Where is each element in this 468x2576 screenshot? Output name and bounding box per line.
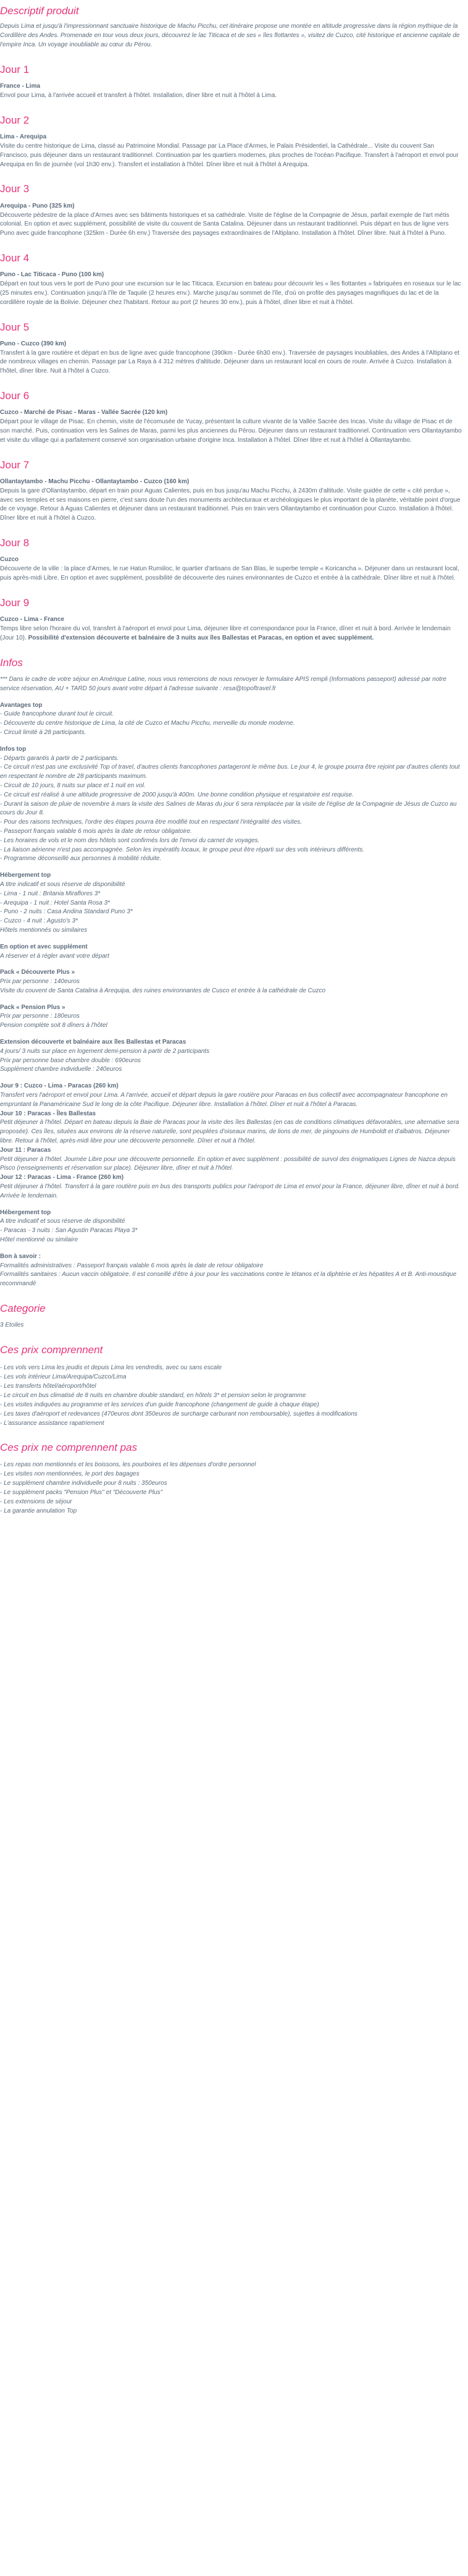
list-item: - Les vols intérieur Lima/Arequipa/Cuzco/Lima: [0, 1373, 127, 1380]
ext-day-text: Transfert vers l'aéroport et envol pour Lima. A l'arrivée, accueil et départ depuis la gare routière pour Paracas en bus collectif avec accompagnateur francophone en empruntant la Panaméricaine Sud le long de la côte Pacifique. Déjeuner libre. Installation à l'hôtel. Dîner et nuit à l'hôtel à Paracas.: [0, 1092, 448, 1108]
noncompris-list: [0, 1460, 462, 1516]
hebergement2-title: Hébergement top: [0, 1209, 51, 1216]
infostop-title: Infos top: [0, 745, 27, 753]
day-subtitle: Puno - Lac Titicaca - Puno (100 km): [0, 271, 104, 279]
day-subtitle: Cuzco - Marché de Pisac - Maras - Vallée Sacrée (120 km): [0, 409, 168, 416]
day-subtitle: Cuzco: [0, 556, 19, 564]
pack1-item: Visite du couvent de Santa Catalina à Arequipa, des ruines environnantes de Cusco et entrée à la cathédrale de Cuzco: [0, 987, 326, 994]
list-item: - La garantie annulation Top: [0, 1507, 77, 1514]
day-text: Départ en tout tous vers le port de Puno pour une excursion sur le lac Titicaca. Excursion en bateau pour découvrir les « îles flottantes » fabriquées en roseaux sur le lac (25 minutes env.). Continuation jusqu'à l'île de Taquile (2 heures env.). Marche jusqu'au sommet de l'île, d'où on profite des paysages magnifiques du lac et de la cordillère royale de la Bolivie. Déjeuner chez l'habitant. Retour au port (2 heures 30 env.), puis à l'hôtel, dîner libre et nuit à l'hôtel.: [0, 281, 461, 306]
day-title: Jour 4: [0, 251, 30, 264]
day-8: [0, 537, 462, 583]
pack1-item: Prix par personne : 140euros: [0, 978, 80, 986]
compris-list: [0, 1363, 462, 1428]
day-text: Découverte de la ville : la place d'Armes, le rue Hatun Rumiiloc, le quartier d'artisans de San Blas, le superbe temple « Koricancha ». Déjeuner dans un restaurant local, puis après-midi Libre. En option et avec supplément, possibilité de découverte des ruines environnantes de Cuzco et entrée à la cathédrale. Dîner libre et nuit à l'hôtel.: [0, 565, 459, 582]
day-3: [0, 183, 462, 239]
infos-title: Infos: [0, 656, 23, 669]
day-title: Jour 5: [0, 321, 30, 333]
infostop-item: - Programme déconseillé aux personnes à mobilité réduite.: [0, 855, 162, 863]
list-item: - Les transferts hôtel/aéroport/hôtel: [0, 1382, 96, 1390]
extension-title: Extension découverte et balnéaire aux îles Ballestas et Paracas: [0, 1039, 186, 1046]
day-subtitle: Arequipa - Puno (325 km): [0, 202, 75, 209]
hebergement-item: - Lima - 1 nuit : Britania Miraflores 3*: [0, 890, 101, 897]
infostop-item: - Circuit de 10 jours, 8 nuits sur place et 1 nuit en vol.: [0, 782, 146, 789]
infostop-item: - Ce circuit n'est pas une exclusivité Top of travel, d'autres clients francophones partageront le même bus. Le jour 4, le groupe pourra être rejoint par d'autres clients tout en respectant le nombre de 28 participants maximum.: [0, 764, 460, 780]
day-title: Jour 2: [0, 114, 30, 126]
day-9: [0, 597, 462, 643]
infostop-item: - La liaison aérienne n'est pas accompagnée. Selon les impératifs locaux, le groupe peut être réparti sur des vols intérieurs différents.: [0, 846, 365, 853]
ext-day-title: Jour 11 : Paracas: [0, 1146, 51, 1154]
ext-day-title: Jour 9 : Cuzco - Lima - Paracas (260 km): [0, 1083, 119, 1090]
day-2: [0, 114, 462, 170]
day-subtitle: France - Lima: [0, 83, 41, 90]
hebergement-item: - Cuzco - 4 nuit : Agusto's 3*: [0, 918, 78, 925]
day-7: [0, 459, 462, 523]
noncompris-title: Ces prix ne comprennent pas: [0, 1441, 138, 1453]
day-text-plain: Temps libre selon l'horaire du vol, transfert à l'aéroport et envol pour Lima, déjeuner libre et correspondance pour la France, dîner et nuit à bord. Arrivée le lendemain (Jour 10).: [0, 625, 451, 641]
bon-a-savoir-item: Formalités administratives : Passeport français valable 6 mois après la date de retour obligatoire: [0, 1262, 264, 1269]
list-item: - Les visites indiquées au programme et les services d'un guide francophone (changement de guide à chaque étape): [0, 1401, 319, 1408]
list-item: - Les taxes d'aéroport et redevances (470euros dont 350euros de surcharge carburant non remboursable), sujettes à modifications: [0, 1410, 357, 1417]
list-item: - Le supplément chambre individuelle pour 8 nuits : 350euros: [0, 1479, 167, 1487]
hebergement-item: - Puno - 2 nuits : Casa Andina Standard Puno 3*: [0, 908, 133, 916]
day-text: Depuis la gare d'Ollantaytambo, départ en train pour Aguas Calientes, puis en bus jusqu'au Machu Picchu, à 2430m d'altitude. Visite guidée de cette « cité perdue », avec ses temples et ses maisons en pierre, c'est sans doute l'un des monuments architecturaux et archéologiques le plus important de la planète, véritable point d'orgue de ce voyage. Retour à Aguas Calientes et déjeuner dans un restaurant traditionnel. Puis en train vers Ollantaytambo et continuation pour Cuzco. Installation à l'hôtel. Dîner libre et nuit à l'hôtel à Cuzco.: [0, 487, 461, 522]
day-text: Découverte pédestre de la place d'Armes avec ses bâtiments historiques et sa cathédrale. Visite de l'église de la Compagnie de Jésus, parfait exemple de l'art métis colonial. En option et avec supplément, possibilité de visite du couvent de Santa Catalina. Déjeuner dans un restaurant traditionnel. Puis départ en bus de ligne vers Puno avec guide francophone (325km - Durée 6h env.) Traversée des paysages extraordinaires de l'Altiplano. Installation à l'hôtel. Dîner libre. Nuit à l'hôtel à Puno.: [0, 211, 449, 237]
day-1: [0, 64, 462, 101]
extension-item: Supplément chambre individuelle : 240euros: [0, 1066, 122, 1073]
hebergement-title: Hébergement top: [0, 872, 51, 879]
infostop-item: - Pour des raisons techniques, l'ordre des étapes pourra être modifié tout en respectant l'intégralité des visites.: [0, 819, 303, 826]
day-title: Jour 1: [0, 63, 30, 75]
options-title: En option et avec supplément: [0, 943, 88, 950]
day-5: [0, 321, 462, 377]
pack2-item: Prix par personne : 180euros: [0, 1013, 80, 1020]
extension-item: Prix par personne base chambre double : 690euros: [0, 1057, 141, 1064]
pack2-title: Pack « Pension Plus »: [0, 1003, 65, 1011]
pack1-title: Pack « Découverte Plus »: [0, 969, 75, 976]
categorie-text: 3 Etoiles: [0, 1322, 24, 1329]
avantages-item: - Circuit limité à 28 participants.: [0, 728, 86, 736]
descriptif-title: Descriptif produit: [0, 5, 79, 17]
hebergement2-item: A titre indicatif et sous réserve de disponibilité: [0, 1218, 125, 1225]
hebergement-item: Hôtels mentionnés ou similaires: [0, 926, 88, 934]
day-subtitle: Lima - Arequipa: [0, 133, 47, 141]
ext-day-text: Petit déjeuner à l'hôtel. Départ en bateau depuis la Baie de Paracas pour la visite des îles Ballestas (en cas de conditions climatiques défavorables, une alternative sera proposée). Ces îles, situées aux environs de la réserve naturelle, sont peuplées d'oiseaux marins, de lions de mer, de pingouins de Humboldt et d'albatros. Déjeuner libre. Retour à l'hôtel, après-midi libre pour une découverte personnelle. Dîner et nuit à l'hôtel.: [0, 1119, 459, 1145]
list-item: - Les vols vers Lima les jeudis et depuis Lima les vendredis, avec ou sans escale: [0, 1364, 222, 1371]
list-item: - Le supplément packs "Pension Plus" et "Découverte Plus": [0, 1489, 163, 1496]
day-text: Envol pour Lima, à l'arrivée accueil et transfert à l'hôtel. Installation, dîner libre et nuit à l'hôtel à Lima.: [0, 91, 277, 99]
day-text: Départ pour le village de Pisac. En chemin, visite de l'écomusée de Yucay, présentant la culture vivante de la Vallée Sacrée des Incas. Visite du village de Pisac et de son marché. Puis, continuation vers les Salines de Maras, parmi les plus anciennes du Pérou. Déjeuner dans un restaurant traditionnel. Continuation vers Ollantaytambo et visite du village qui a parfaitement conservé son organisation urbaine d'origine Inca. Installation à l'hôtel. Dîner libre et nuit à l'hôtel à Ollantaytambo.: [0, 418, 462, 444]
list-item: - Les repas non mentionnés et les boissons, les pourboires et les dépenses d'ordre personnel: [0, 1461, 256, 1468]
day-text: Visite du centre historique de Lima, classé au Patrimoine Mondial. Passage par La Place d'Armes, le Palais Présidentiel, la Cathédrale... Visite du couvent San Francisco, puis déjeuner dans un restaurant traditionnel. Continuation par les quartiers modernes, plus proches de l'océan Pacifique. Transfert à l'aéroport et envol pour Arequipa en fin de journée (vol 1h30 env.). Transfert et installation à l'hôtel. Dîner libre et nuit à l'hôtel à Arequipa.: [0, 142, 459, 168]
hebergement2-item: - Paracas - 3 nuits : San Agustin Paracas Playa 3*: [0, 1227, 138, 1235]
day-subtitle: Puno - Cuzco (390 km): [0, 340, 67, 347]
day-title: Jour 6: [0, 390, 30, 402]
bon-a-savoir-title: Bon à savoir :: [0, 1252, 41, 1260]
ext-day-text: Petit déjeuner à l'hôtel. Transfert à la gare routière puis en bus des transports publics pour l'aéroport de Lima et envol pour la France, déjeuner libre, dîner et nuit à bord. Arrivée le lendemain.: [0, 1183, 460, 1199]
day-4: [0, 252, 462, 308]
hebergement-item: A titre indicatif et sous réserve de disponibilité: [0, 880, 125, 888]
day-text-bold: Possibilité d'extension découverte et balnéaire de 3 nuits aux îles Ballestas et Paracas, en option et avec supplément.: [28, 634, 374, 641]
extension-item: 4 jours/ 3 nuits sur place en logement demi-pension à partir de 2 participants: [0, 1047, 210, 1055]
categorie-title: Categorie: [0, 1303, 46, 1314]
day-6: [0, 390, 462, 446]
day-title: Jour 8: [0, 537, 30, 549]
infostop-item: - Départs garantis à partir de 2 participants.: [0, 754, 119, 762]
hebergement2-item: Hôtel mentionné ou similaire: [0, 1236, 78, 1244]
list-item: - Le circuit en bus climatisé de 8 nuits en chambre double standard, en hôtels 3* et pension selon le programme: [0, 1391, 306, 1399]
descriptif-text: Depuis Lima et jusqu'à l'impressionnant sanctuaire historique de Machu Picchu, cet itinéraire propose une montée en altitude progressive dans la région mythique de la Cordillère des Andes. Promenade en tour vous deux jours, découvrez le lac Titicaca et de ses « îles flottantes », visitez de Cuzco, cité historique et ancienne capitale de l'empire Inca. Un voyage inoubliable au cœur du Pérou.: [0, 23, 460, 48]
ext-day-title: Jour 12 : Paracas - Lima - France (260 km): [0, 1174, 124, 1181]
infostop-item: - Durant la saison de pluie de novembre à mars la visite des Salines de Maras du jour 6 sera remplacée par la visite de l'église de la Compagnie de Jésus de Cuzco au cours du Jour 8.: [0, 800, 457, 817]
infostop-item: - Les horaires de vols et le nom des hôtels sont confirmés lors de l'envoi du carnet de voyages.: [0, 837, 260, 844]
avantages-item: - Découverte du centre historique de Lima, la cité de Cuzco et Machu Picchu, merveille du monde moderne.: [0, 720, 295, 727]
infos-intro: *** Dans le cadre de votre séjour en Amérique Latine, nous vous remercions de nous renvoyer le formulaire APIS rempli (Informations passeport) adressé par notre service réservation, AU + TARD 50 jours avant votre départ à l'adresse suivante : resa@topoftravel.fr: [0, 675, 446, 692]
infostop-item: - Ce circuit est réalisé à une altitude progressive de 2000 jusqu'à 400m. Une bonne condition physique et respiratoire est requise.: [0, 791, 354, 798]
avantages-item: - Guide francophone durant tout le circuit.: [0, 711, 114, 718]
compris-title: Ces prix comprennent: [0, 1344, 103, 1356]
itinerary: [0, 64, 462, 643]
avantages-title: Avantages top: [0, 701, 43, 709]
list-item: - Les extensions de séjour: [0, 1498, 72, 1505]
infos-section: [0, 675, 462, 1289]
day-title: Jour 3: [0, 183, 30, 195]
infostop-item: - Passeport français valable 6 mois après la date de retour obligatoire.: [0, 827, 192, 835]
hebergement-item: - Arequipa - 1 nuit : Hotel Santa Rosa 3*: [0, 899, 111, 906]
list-item: - Les visites non mentionnées, le port des bagages: [0, 1470, 140, 1477]
pack2-item: Pension complète soit 8 dîners à l'hôtel: [0, 1022, 107, 1029]
ext-day-title: Jour 10 : Paracas - Îles Ballestas: [0, 1110, 96, 1117]
day-subtitle: Ollantaytambo - Machu Picchu - Ollantaytambo - Cuzco (160 km): [0, 478, 190, 486]
list-item: - L'assurance assistance rapatriement: [0, 1419, 104, 1427]
ext-day-text: Petit déjeuner à l'hôtel. Journée Libre pour une découverte personnelle. En option et avec supplément : possibilité de survol des énigmatiques Lignes de Nazca depuis Pisco (renseignements et réservation sur place). Déjeuner libre, dîner et nuit à l'hôtel.: [0, 1155, 456, 1172]
day-subtitle: Cuzco - Lima - France: [0, 616, 64, 623]
day-text: Transfert à la gare routière et départ en bus de ligne avec guide francophone (390km - Durée 6h30 env.). Traversée de paysages inoubliables, des Andes à l'Altiplano et de nombreux villages en chemin. Passage par La Raya à 4 312 mètres d'altitude. Déjeuner dans un restaurant local en cours de route. Arrivée à Cuzco. Installation à l'hôtel, dîner libre. Nuit à l'hôtel à Cuzco.: [0, 349, 460, 375]
day-title: Jour 9: [0, 596, 30, 609]
options-text: A réserver et à régler avant votre départ: [0, 952, 109, 960]
day-text: [0, 625, 462, 643]
day-title: Jour 7: [0, 458, 30, 471]
bon-a-savoir-item: Formalités sanitaires : Aucun vaccin obligatoire. Il est conseillé d'être à jour pour les vaccinations contre le tétanos et la diphtérie et les hépatites A et B. Anti-moustique recommandé: [0, 1271, 457, 1288]
